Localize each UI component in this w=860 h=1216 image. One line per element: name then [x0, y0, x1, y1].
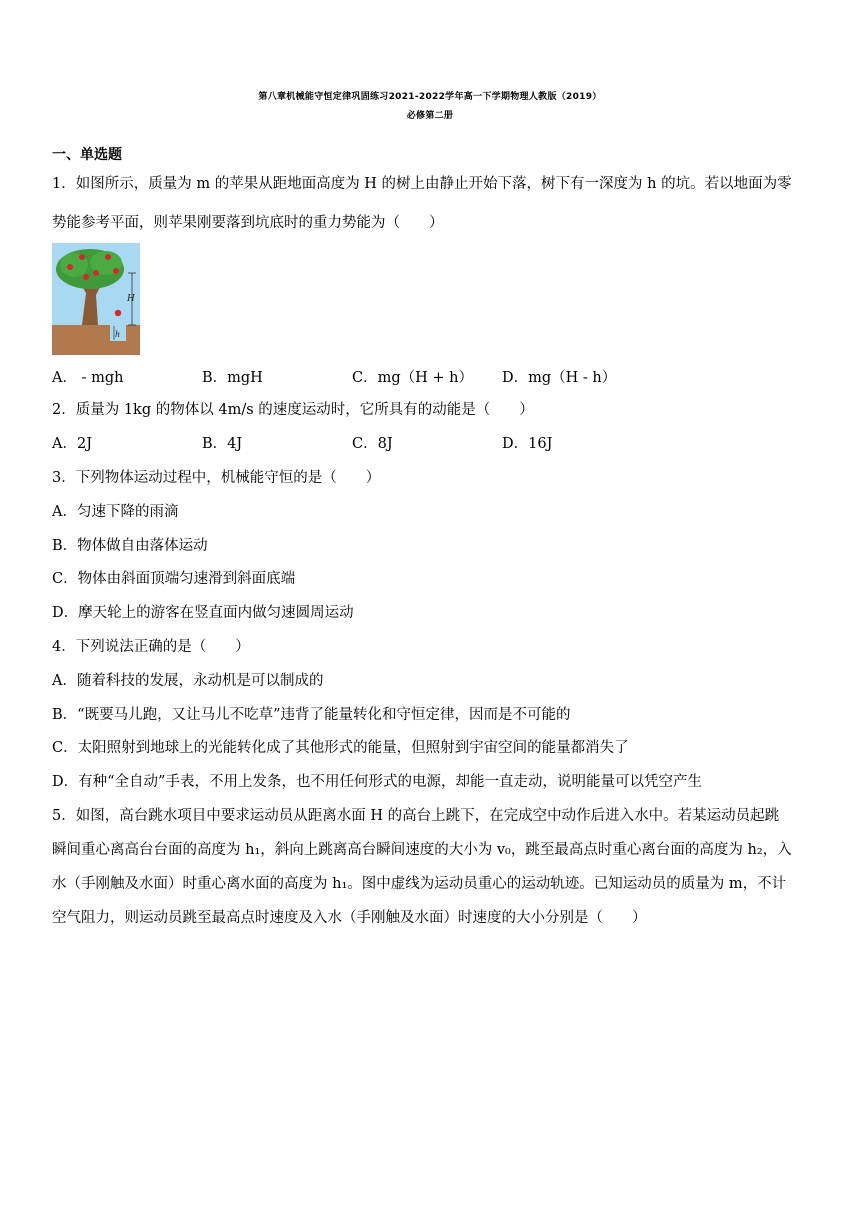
figure-label-H: H [127, 294, 135, 304]
figure-label-h: h [115, 330, 121, 339]
question-4-option-d: D．有种“全自动”手表，不用上发条，也不用任何形式的电源，却能一直走动，说明能量可以凭空产生 [52, 774, 702, 790]
question-5-line-3: 水（手刚触及水面）时重心离水面的高度为 h₁。图中虚线为运动员重心的运动轨迹。已知运动员的质量为 m，不计 [52, 876, 787, 892]
question-3-option-d: D．摩天轮上的游客在竖直面内做匀速圆周运动 [52, 605, 354, 621]
question-5-line-4: 空气阻力，则运动员跳至最高点时速度及入水（手刚触及水面）时速度的大小分别是（ ） [52, 910, 647, 926]
question-5-line-2: 瞬间重心离高台台面的高度为 h₁，斜向上跳离高台瞬间速度的大小为 v₀，跳至最高点时重心离台面的高度为 h₂，入 [52, 842, 792, 858]
question-2-line-1: 2．质量为 1kg 的物体以 4m/s 的速度运动时，它所具有的动能是（ ） [52, 402, 534, 418]
section-heading: 一、单选题 [52, 147, 122, 163]
question-1-option-b: B．mgH [202, 370, 263, 386]
question-1-option-a: A． - mgh [52, 370, 124, 386]
question-5-line-1: 5．如图，高台跳水项目中要求运动员从距离水面 H 的高台上跳下，在完成空中动作后进入水中。若某运动员起跳 [52, 808, 780, 824]
document-title-line2: 必修第二册 [406, 111, 454, 121]
question-2-option-d: D．16J [502, 436, 553, 452]
question-4-option-c: C．太阳照射到地球上的光能转化成了其他形式的能量，但照射到宇宙空间的能量都消失了 [52, 740, 629, 756]
document-title-line1: 第八章机械能守恒定律巩固练习2021-2022学年高一下学期物理人教版（2019） [258, 92, 602, 102]
question-3-option-c: C．物体由斜面顶端匀速滑到斜面底端 [52, 571, 296, 587]
question-1-line-2: 势能参考平面，则苹果刚要落到坑底时的重力势能为（ ） [52, 215, 444, 231]
question-1-line-1: 1．如图所示，质量为 m 的苹果从距地面高度为 H 的树上由静止开始下落，树下有一深度为 h 的坑。若以地面为零 [52, 176, 792, 192]
question-2-option-c: C．8J [352, 436, 393, 452]
question-3-option-b: B．物体做自由落体运动 [52, 538, 208, 554]
question-2-option-b: B．4J [202, 436, 243, 452]
question-4-line-1: 4．下列说法正确的是（ ） [52, 639, 250, 655]
question-3-option-a: A．匀速下降的雨滴 [52, 504, 179, 520]
question-2-option-a: A．2J [52, 436, 93, 452]
apple-tree-figure [52, 243, 140, 355]
question-1-option-d: D．mg（H - h） [502, 370, 617, 386]
question-1-option-c: C．mg（H + h） [352, 370, 473, 386]
question-4-option-b: B．“既要马儿跑，又让马儿不吃草”违背了能量转化和守恒定律，因而是不可能的 [52, 707, 571, 723]
question-3-line-1: 3．下列物体运动过程中，机械能守恒的是（ ） [52, 470, 381, 486]
question-4-option-a: A．随着科技的发展，永动机是可以制成的 [52, 673, 324, 689]
